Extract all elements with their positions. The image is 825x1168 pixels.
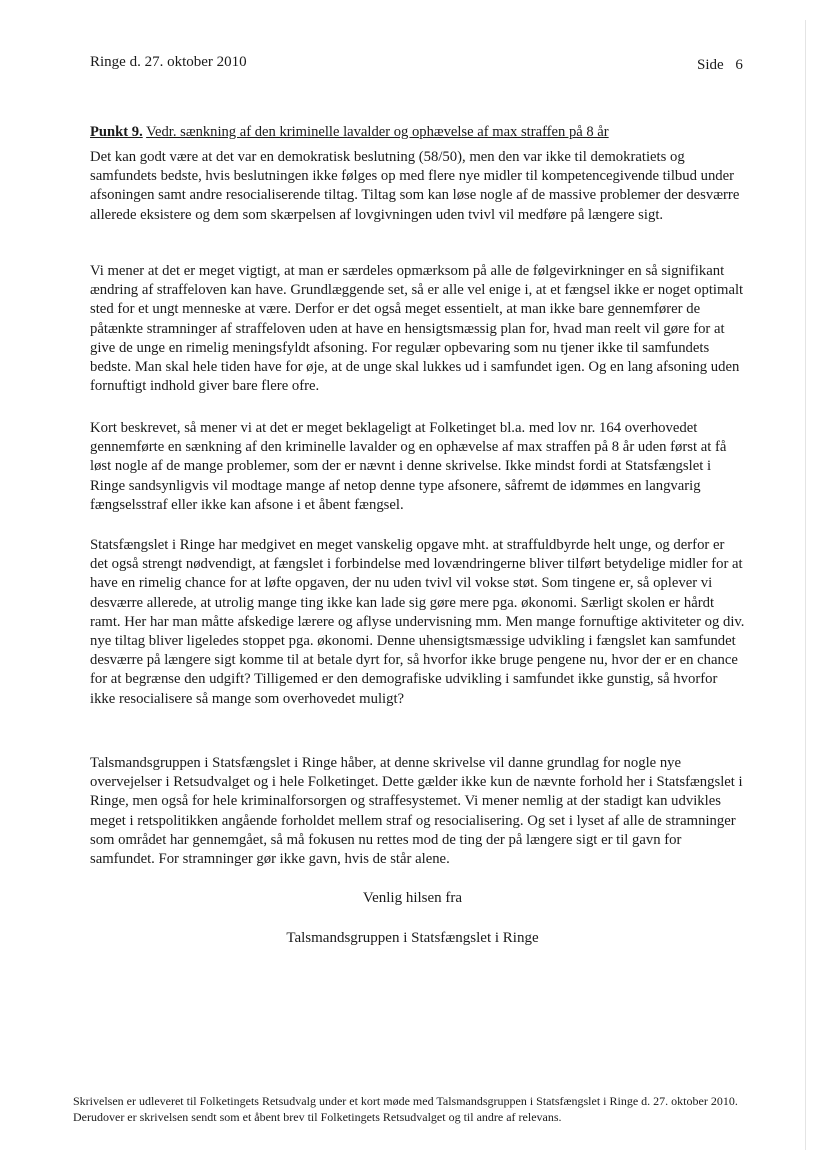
page-edge-divider <box>805 20 806 1150</box>
paragraph: Vi mener at det er meget vigtigt, at man er særdeles opmærksom på alle de følgevirkninger en så signifikant ændring af straffeloven kan have. Grundlæggende set, så er alle vel enige i, at et fængsel ikke er noget optimalt sted for et ungt menneske at være. Derfor er det også meget essentielt, at man ikke bare gennemfører de påtænkte stramninger af straffeloven uden at have en hensigtsmæssig plan for, hvad man reelt vil gøre for at give de unge en rimelig meningsfyldt afsoning. For regulær opbevaring som nu tjener ikke til samfundets bedste. Man skal hele tiden have for øje, at de unge skal lukkes ud i samfundet igen. Og en lang afsoning uden fornuftigt indhold giver bare flere ofre. <box>90 263 744 395</box>
page-number: 6 <box>735 57 743 73</box>
paragraph: Kort beskrevet, så mener vi at det er meget beklageligt at Folketinget bl.a. med lov nr. 164 overhovedet gennemførte en sænkning af den kriminelle lavalder og en ophævelse af max straffen på 8 år uden først at få løst nogle af de mange problemer, som der er nævnt i denne skrivelse. Ikke mindst fordi at Statsfængslet i Ringe sandsynligvis vil modtage mange af netop denne type afsonere, såfremt de idømmes en langvarig fængselsstraf eller ikke kan afsone i et åbent fængsel. <box>90 420 727 513</box>
paragraph: Det kan godt være at det var en demokratisk beslutning (58/50), men den var ikke til demokratiets og samfundets bedste, hvis beslutningen ikke følges op med flere nye midler til kompetencegivende tilbud under afsoningen samt andre resocialiserende tiltag. Tiltag som kan løse nogle af de massive problemer der desværre allerede eksistere og dem som skærpelsen af lovgivningen uden tvivl vil medføre på længere sigt. <box>90 149 740 223</box>
section-label: Punkt 9. <box>90 124 143 140</box>
footnote: Skrivelsen er udleveret til Folketingets Retsudvalg under et kort møde med Talsmandsgruppen i Statsfængslet i Ringe d. 27. oktober 2010. Derudover er skrivelsen sendt som et åbent brev til Folketingets Retsudvalget og til andre af relevans. <box>73 1094 738 1124</box>
closing-greeting: Venlig hilsen fra <box>362 890 463 906</box>
page-label: Side <box>697 57 724 73</box>
section-title: Vedr. sænkning af den kriminelle lavalder og ophævelse af max straffen på 8 år <box>146 124 609 140</box>
paragraph: Statsfængslet i Ringe har medgivet en meget vanskelig opgave mht. at straffuldbyrde helt unge, og derfor er det også strengt nødvendigt, at fængslet i forbindelse med lovændringerne bliver tilført betydelige midler for at have en rimelig chance for at løfte opgaven, der nu uden tvivl vil vokse støt. Som tingene er, så oplever vi desværre allerede, at utrolig mange ting ikke kan lade sig gøre mere pga. økonomi. Særligt skolen er hårdt ramt. Her har man måtte afskedige lærere og aflyse undervisning mm. Men mange fornuftige aktiviteter og div. nye tiltag bliver ligeledes stoppet pga. økonomi. Denne uhensigtsmæssige udvikling i fængslet kan samfundet desværre på længere sigt komme til at betale dyrt for, så hvorfor ikke bruge pengene nu, hvor der er en chance for at begrænse den udgift? Tilligemed er den demografiske udvikling i samfundet ikke gunstig, så hvorfor ikke resocialisere så mange som overhovedet muligt? <box>90 537 745 707</box>
place-date: Ringe d. 27. oktober 2010 <box>90 54 247 70</box>
page-indicator <box>697 57 743 74</box>
section-heading <box>90 124 609 141</box>
paragraph: Talsmandsgruppen i Statsfængslet i Ringe håber, at denne skrivelse vil danne grundlag for nogle nye overvejelser i Retsudvalget og i hele Folketinget. Dette gælder ikke kun de nævnte forhold her i Statsfængslet i Ringe, men også for hele kriminalforsorgen og straffesystemet. Vi mener nemlig at der stadigt kan udvikles meget i retspolitikken angående forholdet mellem straf og resocialisering. Og set i lyset af alle de stramninger som området har gennemgået, så må fokusen nu rettes mod de ting der på længere sigt er til gavn for samfundet. For stramninger gør ikke gavn, hvis de står alene. <box>90 755 743 868</box>
closing-signature: Talsmandsgruppen i Statsfængslet i Ringe <box>286 930 539 946</box>
